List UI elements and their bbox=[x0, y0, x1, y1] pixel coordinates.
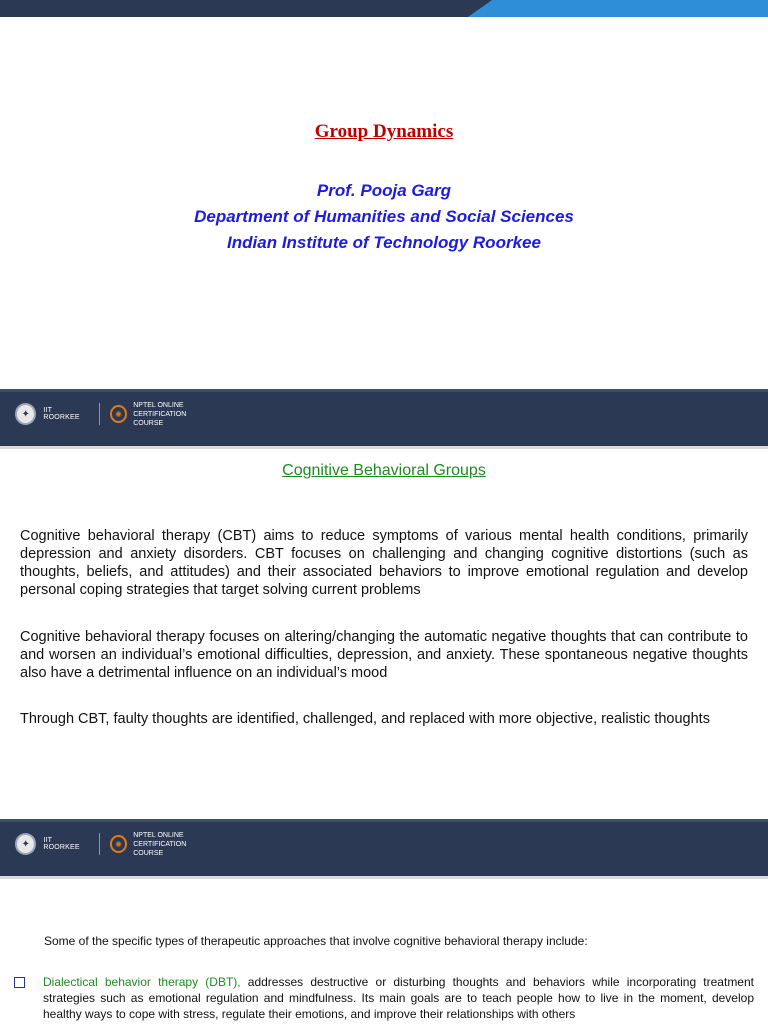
footer-band bbox=[0, 819, 768, 879]
professor-name: Prof. Pooja Garg bbox=[316, 181, 452, 200]
footer-band bbox=[0, 389, 768, 449]
logo-divider bbox=[99, 833, 100, 855]
nptel-label bbox=[133, 401, 215, 428]
list-item bbox=[14, 974, 754, 1022]
logo-divider bbox=[99, 403, 100, 425]
nptel-label-line2: CERTIFICATION COURSE bbox=[133, 410, 187, 427]
band-top-line bbox=[0, 819, 768, 822]
bullet-text bbox=[43, 974, 754, 1022]
paragraph-3: Through CBT, faulty thoughts are identified, challenged, and replaced with more objective, realistic thoughts bbox=[20, 711, 710, 727]
iit-roorkee-label: IIT ROORKEE bbox=[43, 837, 80, 851]
nptel-logo-icon: ✺ bbox=[110, 835, 127, 853]
footer-logos bbox=[15, 399, 215, 429]
intro-text: Some of the specific types of therapeutic approaches that involve cognitive behavioral therapy include: bbox=[44, 934, 588, 948]
nptel-label-line2: CERTIFICATION COURSE bbox=[133, 840, 187, 857]
cbt-slide bbox=[0, 449, 768, 819]
iit-roorkee-seal-icon: ✦ bbox=[15, 403, 36, 425]
band-top-line bbox=[0, 389, 768, 392]
paragraph-1: Cognitive behavioral therapy (CBT) aims to reduce symptoms of various mental health conditions, primarily depression and anxiety disorders. CBT focuses on challenging and changing cognitive distortions (such as thoughts, beliefs, and attitudes) and their associated behaviors to improve emotional regulation and develop personal coping strategies that target solving current problems bbox=[20, 528, 748, 598]
bullet-description: addresses destructive or disturbing thoughts and behaviors while incorporating treatment strategies such as emotional regulation and mindfulness. Its main goals are to teach people how to live in the moment, develop healthy ways to cope with stress, regulate their emotions, and improve their relationships with others bbox=[43, 975, 754, 1021]
top-bar-accent bbox=[468, 0, 768, 17]
nptel-label bbox=[133, 831, 215, 858]
therapy-types-slide bbox=[0, 879, 768, 1024]
footer-logos bbox=[15, 829, 215, 859]
bullet-term: Dialectical behavior therapy (DBT), bbox=[43, 975, 241, 989]
slide-heading: Cognitive Behavioral Groups bbox=[282, 462, 486, 479]
department-name: Department of Humanities and Social Sciences bbox=[194, 207, 574, 226]
title-slide bbox=[0, 0, 768, 390]
iit-roorkee-label: IIT ROORKEE bbox=[43, 407, 80, 421]
course-title: Group Dynamics bbox=[314, 121, 454, 142]
iit-roorkee-seal-icon: ✦ bbox=[15, 833, 36, 855]
paragraph-2: Cognitive behavioral therapy focuses on altering/changing the automatic negative thoughts that can contribute to and worsen an individual’s emotional difficulties, depression, and anxiety. These spontaneous negative thoughts also have a detrimental influence on an individual’s mood bbox=[20, 629, 748, 681]
checkbox-bullet-icon bbox=[14, 977, 25, 988]
institute-name: Indian Institute of Technology Roorkee bbox=[227, 233, 541, 252]
top-bar bbox=[0, 0, 768, 17]
nptel-label-line1: NPTEL ONLINE bbox=[133, 831, 184, 839]
nptel-label-line1: NPTEL ONLINE bbox=[133, 401, 184, 409]
nptel-logo-icon: ✺ bbox=[110, 405, 127, 423]
